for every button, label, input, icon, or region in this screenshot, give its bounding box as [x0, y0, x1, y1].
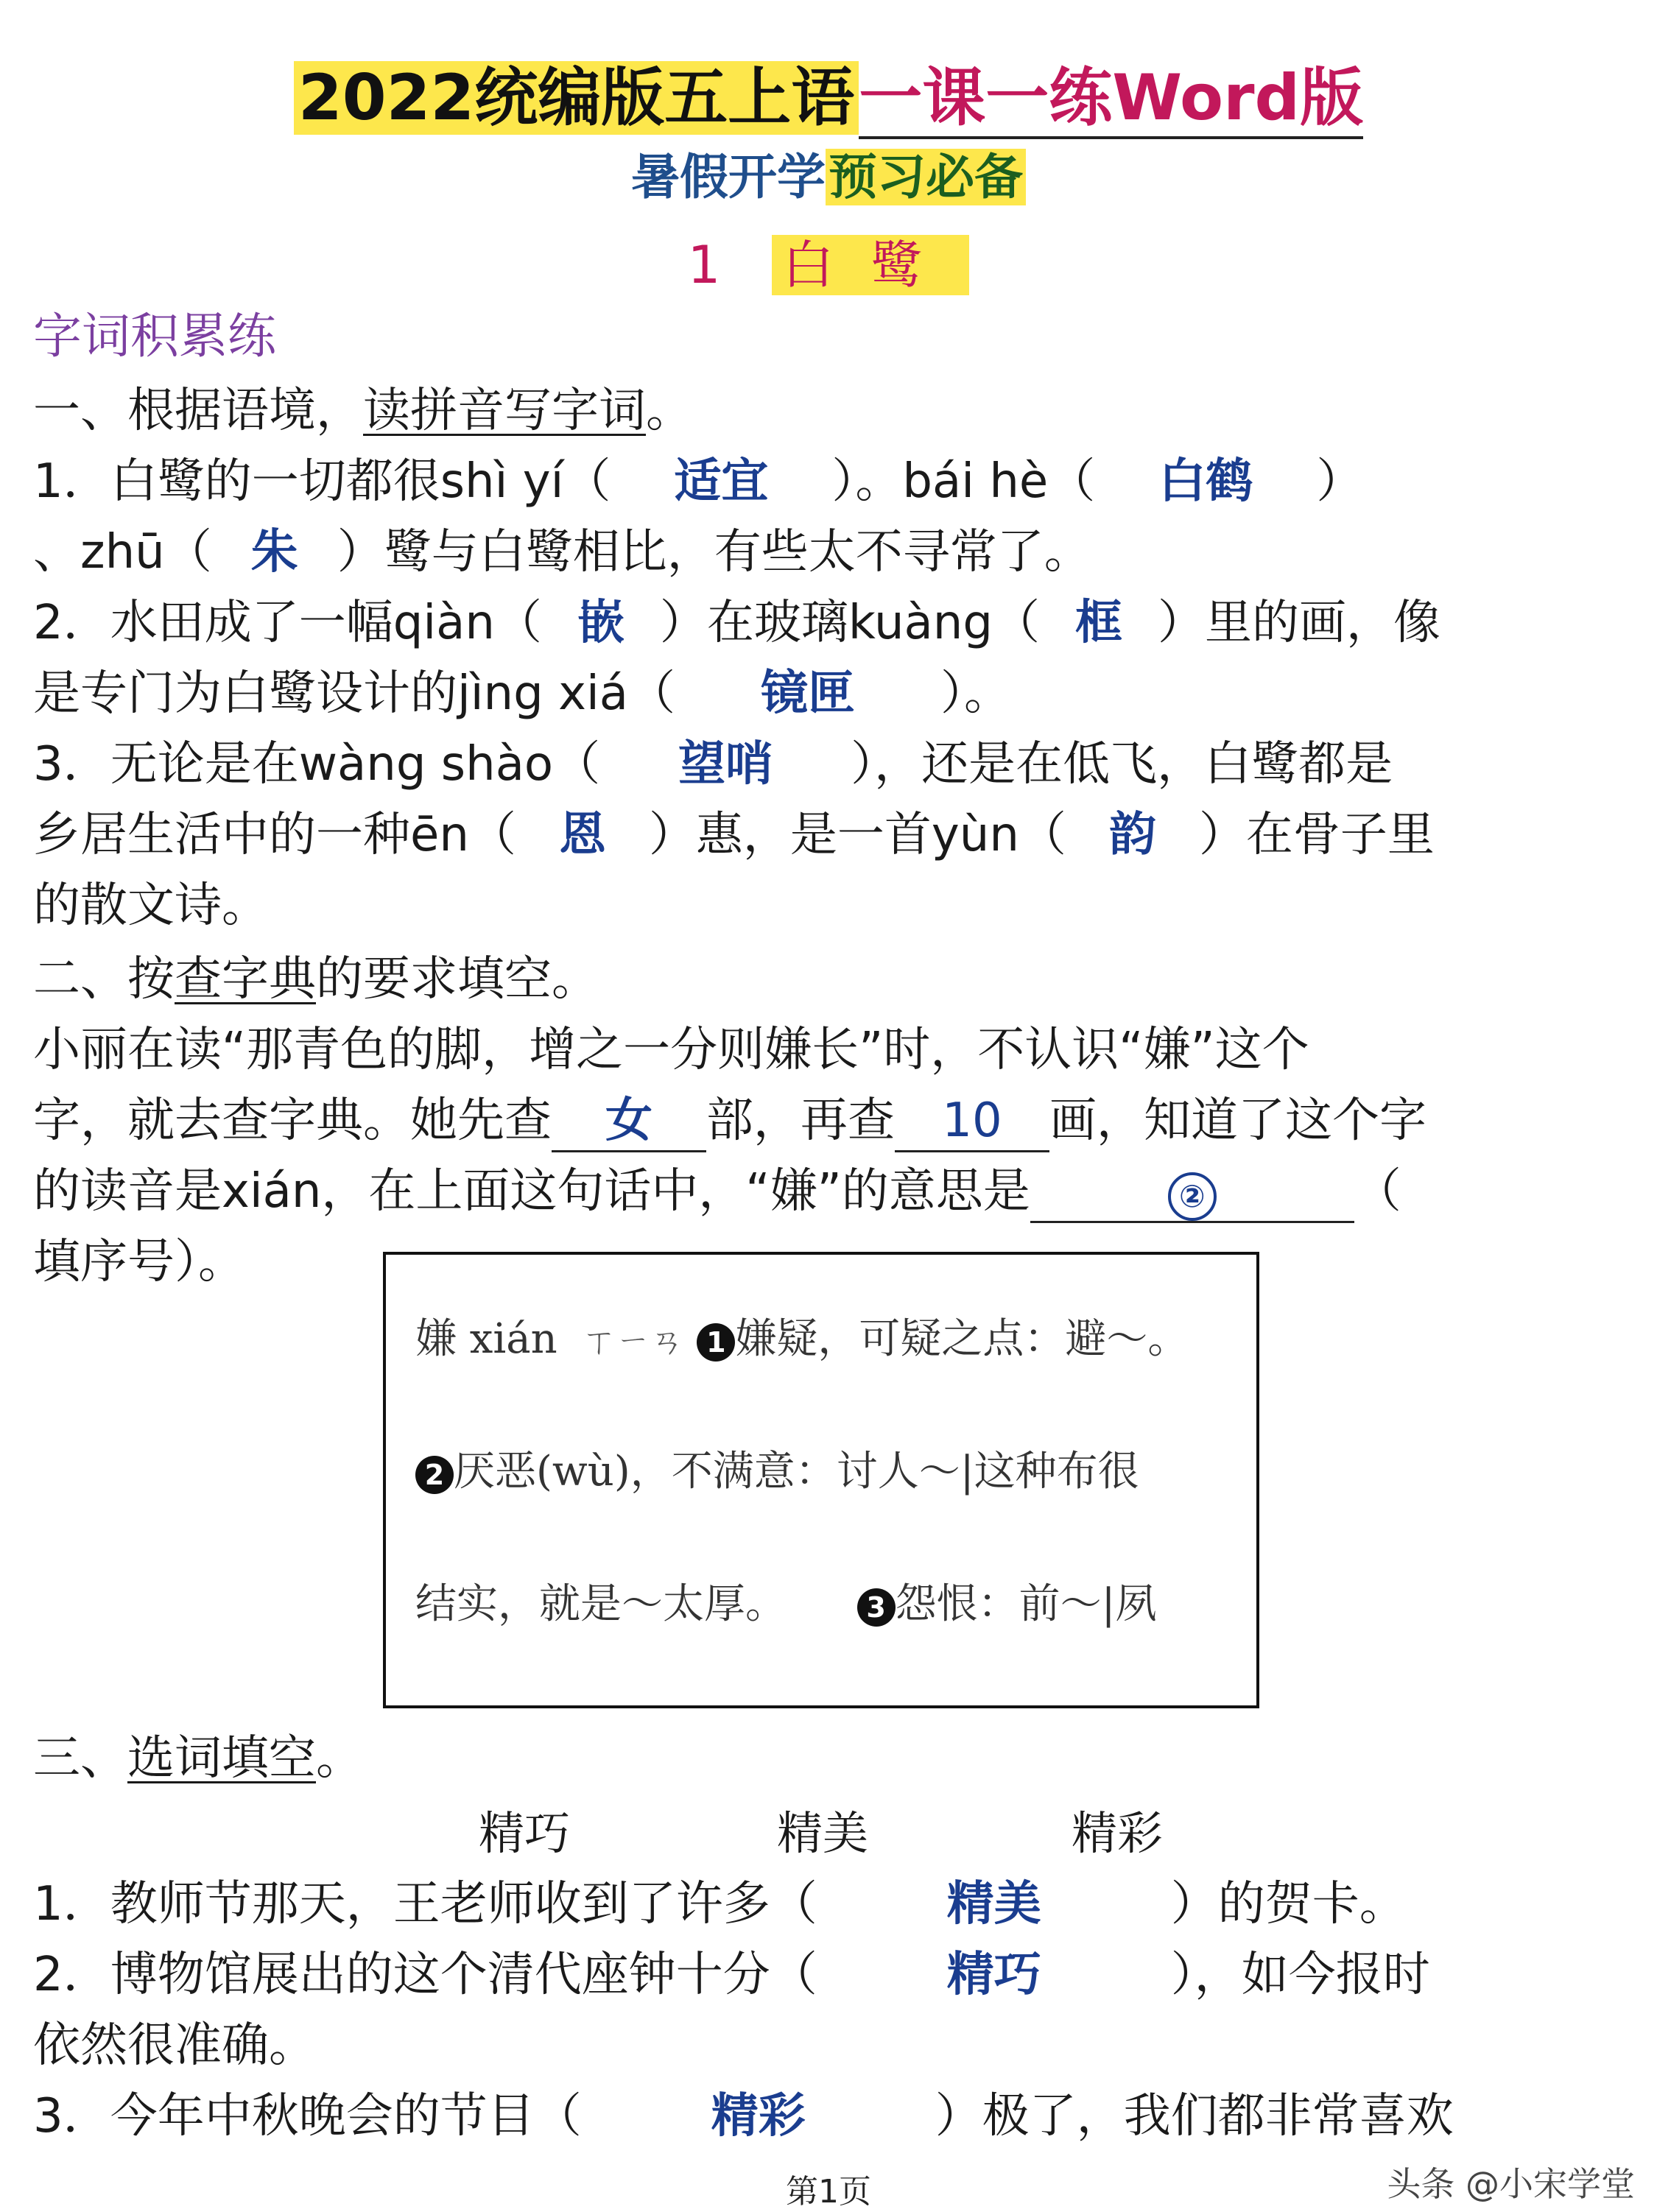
word-choice-1: 精巧	[479, 1806, 571, 1860]
dict-sense-2-cont: 结实，就是～太厚。	[415, 1580, 787, 1628]
dict-sense-2: 厌恶(wù)，不满意：讨人～|这种布很	[454, 1448, 1139, 1496]
q1-text: ）在骨子里	[1198, 808, 1435, 862]
q1-heading-prefix: 一、根据语境，	[33, 384, 363, 438]
q1-line4	[33, 658, 1624, 729]
dictionary-entry-box	[383, 1252, 1259, 1708]
sense-1-marker: 1	[697, 1323, 735, 1362]
answer-meaning-blank	[1030, 1162, 1354, 1223]
dict-sense-1: 嫌疑，可疑之点：避～。	[735, 1315, 1189, 1363]
section-title: 字词积累练	[33, 308, 276, 364]
q2-line2	[33, 1085, 1624, 1156]
answer-7: 望哨	[678, 736, 773, 792]
q3-text: 2．博物馆展出的这个清代座钟十分（	[33, 1948, 817, 2002]
q3-text: ）的贺卡。	[1170, 1877, 1407, 1931]
q1-line5	[33, 729, 1624, 800]
answer-4: 嵌	[577, 595, 625, 650]
q1-heading-suffix: 。	[646, 384, 693, 438]
q1-text: 是专门为白鹭设计的jìng xiá（	[33, 666, 675, 721]
answer-6: 镜匣	[760, 666, 855, 721]
q1-text: ）鹭与白鹭相比，有些太不寻常了。	[337, 525, 1091, 580]
dict-headword: 嫌 xián	[415, 1315, 557, 1363]
q1-heading-underlined: 读拼音写字词	[363, 384, 646, 438]
q2-line1: 小丽在读“那青色的脚，增之一分则嫌长”时，不认识“嫌”这个	[33, 1023, 1309, 1077]
answer-1: 适宜	[674, 454, 769, 509]
q3-text: 1．教师节那天，王老师收到了许多（	[33, 1877, 817, 1931]
page-title	[0, 57, 1657, 138]
q1-text: 1．白鹭的一切都很shì yí（	[33, 454, 611, 509]
page-number: 第1页	[786, 2173, 871, 2211]
q1-text: ）惠，是一首yùn（	[648, 808, 1066, 862]
q2-text: 的读音是xián，在上面这句话中，“嫌”的意思是	[33, 1164, 1030, 1219]
q1-line6	[33, 800, 1624, 870]
q2-heading-underlined: 查字典	[175, 952, 316, 1007]
answer-radical: 女	[552, 1091, 706, 1152]
q1-text: 2．水田成了一幅qiàn（	[33, 596, 542, 650]
q1-text: 乡居生活中的一种ēn（	[33, 808, 516, 862]
sense-3-marker: 3	[857, 1588, 896, 1627]
q1-line1	[33, 446, 1624, 517]
answer-meaning: ②	[1168, 1172, 1217, 1221]
q3-line1	[33, 1869, 1624, 1940]
q3-text: ），如今报时	[1170, 1948, 1430, 2002]
answer-2: 白鹤	[1158, 454, 1253, 509]
answer-5: 框	[1074, 595, 1122, 650]
q2-line3	[33, 1156, 1624, 1227]
q1-text: 3．无论是在wàng shào（	[33, 737, 601, 792]
watermark: 头条 @小宋学堂	[1387, 2164, 1635, 2204]
answer-9: 韵	[1108, 807, 1156, 862]
q1-line3	[33, 588, 1624, 658]
lesson-number: 1	[687, 235, 721, 295]
word-choice-2: 精美	[777, 1806, 869, 1860]
q3-heading-underlined: 选词填空	[127, 1731, 316, 1786]
q1-text: 、zhū（	[33, 525, 212, 580]
lesson-heading	[0, 232, 1657, 298]
q1-text: ）。	[940, 666, 1011, 721]
q1-line7: 的散文诗。	[33, 878, 269, 933]
q3-line3: 依然很准确。	[33, 2018, 316, 2073]
q1-text: ）在玻璃kuàng（	[659, 596, 1040, 650]
q2-heading-suffix: 的要求填空。	[316, 952, 599, 1007]
dict-row2	[415, 1439, 1139, 1498]
dict-sense-3: 怨恨：前～|夙	[895, 1580, 1157, 1628]
q1-heading	[33, 376, 1624, 446]
q2-line4: 填序号）。	[33, 1235, 245, 1289]
dict-zhuyin: ㄒㄧㄢ	[582, 1321, 684, 1361]
answer-strokes: 10	[895, 1091, 1049, 1152]
q3-answer-3: 精彩	[711, 2088, 806, 2144]
q3-text: 3．今年中秋晚会的节目（	[33, 2089, 582, 2144]
answer-8: 恩	[558, 807, 606, 862]
q1-line2	[33, 517, 1624, 588]
q2-heading	[33, 944, 1624, 1015]
subtitle-part1: 暑假开学	[631, 149, 826, 205]
q3-text: ）极了，我们都非常喜欢	[935, 2089, 1454, 2144]
dict-row1	[415, 1306, 1189, 1365]
q3-answer-1: 精美	[946, 1876, 1041, 1931]
q3-heading-prefix: 三、	[33, 1731, 127, 1786]
q2-heading-prefix: 二、按	[33, 952, 175, 1007]
subtitle-part2: 预习必备	[826, 149, 1026, 205]
q3-answer-2: 精巧	[946, 1947, 1041, 2002]
answer-3: 朱	[250, 524, 298, 580]
q2-text: （	[1354, 1164, 1401, 1219]
title-part2: 一课一练Word版	[859, 61, 1363, 139]
q2-text: 部，再查	[706, 1093, 895, 1148]
sense-2-marker: 2	[415, 1456, 454, 1494]
q3-heading	[33, 1723, 1624, 1794]
q1-text: ）里的画，像	[1157, 596, 1440, 650]
dict-row3	[415, 1571, 1157, 1630]
q3-line4	[33, 2081, 1624, 2152]
lesson-name: 白鹭	[772, 235, 969, 295]
q1-text: ）。bái hè（	[831, 454, 1096, 509]
q1-text: ）	[1316, 454, 1364, 509]
q3-heading-suffix: 。	[316, 1731, 363, 1786]
word-choice-3: 精彩	[1072, 1806, 1164, 1860]
title-part1: 2022统编版五上语	[294, 61, 859, 135]
q1-text: ），还是在低飞，白鹭都是	[851, 737, 1393, 792]
q2-text: 画，知道了这个字	[1049, 1093, 1426, 1148]
page-subtitle	[0, 144, 1657, 211]
q2-text: 字，就去查字典。她先查	[33, 1093, 552, 1148]
q3-line2	[33, 1940, 1624, 2010]
